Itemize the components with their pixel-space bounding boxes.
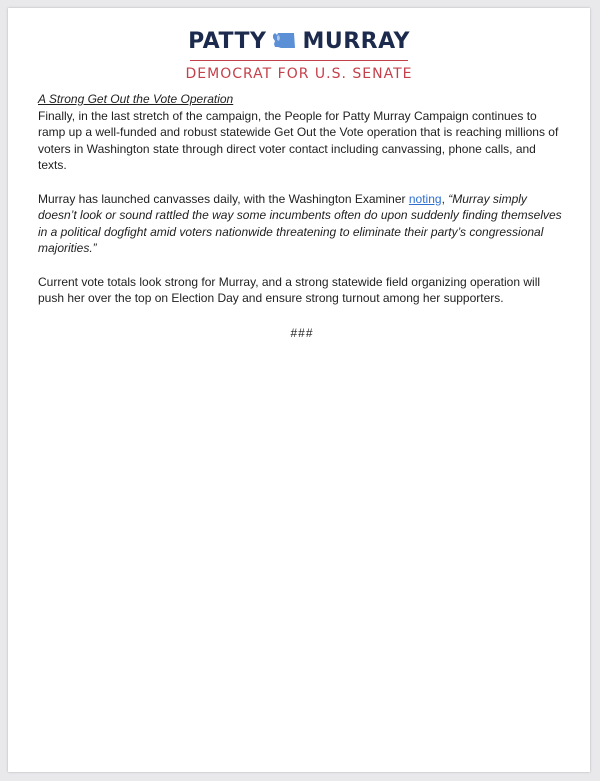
comma-text: ,	[441, 191, 449, 206]
examiner-quote: “Murray simply doesn’t look or sound rattled the way some incumbents often do upon suddenly finding themselves in a political dogfight amid voters nationwide threatening to eliminate their party’s congressional majorities.”	[38, 191, 562, 255]
logo-first-name: PATTY	[188, 28, 267, 54]
document-body	[38, 91, 566, 341]
washington-state-icon	[272, 32, 296, 50]
end-mark: ###	[290, 325, 314, 340]
logo-tagline: DEMOCRAT FOR U.S. SENATE	[185, 66, 413, 82]
logo-last-name: MURRAY	[302, 28, 410, 54]
paragraph-vote-totals: Current vote totals look strong for Murray, and a strong statewide field organizing operation will push her over the top on Election Day and ensure strong turnout among her supporters.	[38, 274, 541, 305]
logo-name-row	[8, 26, 590, 56]
paragraph-canvasses	[38, 191, 566, 257]
noting-link[interactable]: noting	[408, 191, 442, 206]
section-heading: A Strong Get Out the Vote Operation	[38, 92, 234, 106]
logo-divider	[190, 60, 408, 61]
document-page	[8, 8, 590, 772]
campaign-logo	[8, 26, 590, 82]
paragraph-gotv: Finally, in the last stretch of the campaign, the People for Patty Murray Campaign continues to ramp up a well-funded and robust statewide Get Out the Vote operation that is reaching millions of voters in Washington state through direct voter contact including canvassing, phone calls, and texts.	[38, 108, 559, 172]
paragraph-lead-text: Murray has launched canvasses daily, with the Washington Examiner	[38, 191, 409, 206]
